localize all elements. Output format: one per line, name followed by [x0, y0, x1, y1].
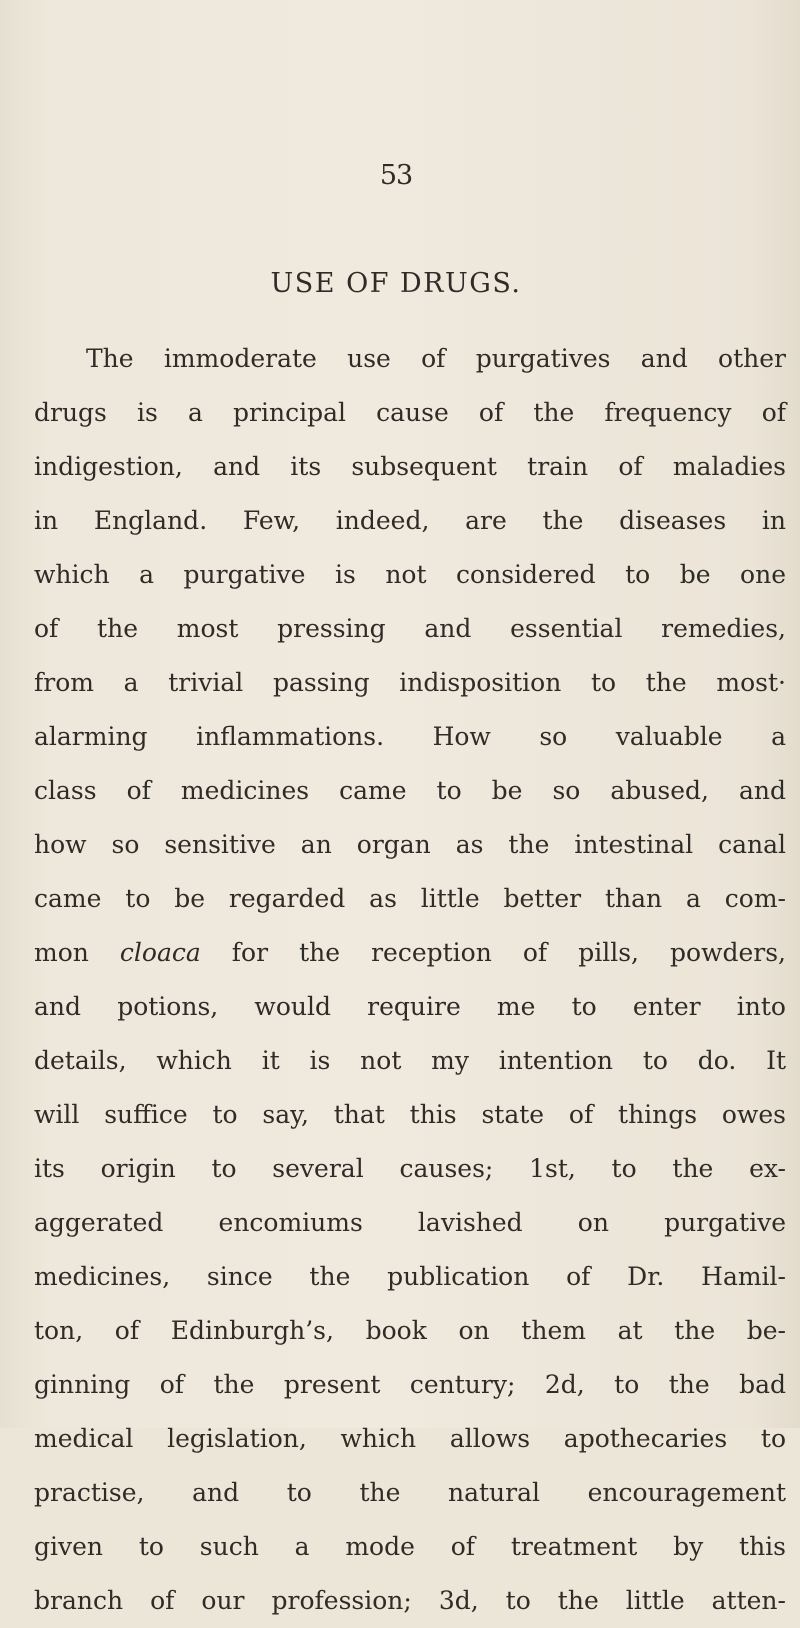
text-line: given to such a mode of treatment by this	[34, 1532, 786, 1561]
text-line: how so sensitive an organ as the intestinal canal	[34, 830, 786, 859]
text-line: alarming inflammations. How so valuable a	[34, 722, 786, 751]
text-line: and potions, would require me to enter into	[34, 992, 786, 1021]
text-line: details, which it is not my intention to do. It	[34, 1046, 786, 1075]
text-line: ton, of Edinburgh’s, book on them at the be-	[34, 1316, 786, 1345]
text-line: The immoderate use of purgatives and other	[86, 344, 786, 373]
text-line: indigestion, and its subsequent train of maladies	[34, 452, 786, 481]
text-line: in England. Few, indeed, are the diseases in	[34, 506, 786, 535]
chapter-heading: USE OF DRUGS.	[270, 268, 522, 299]
text-line: practise, and to the natural encouragement	[34, 1478, 786, 1507]
text-line: will suffice to say, that this state of things owes	[34, 1100, 786, 1129]
text-line: medicines, since the publication of Dr. Hamil-	[34, 1262, 786, 1291]
text-line: its origin to several causes; 1st, to the ex-	[34, 1154, 786, 1183]
text-line: mon cloaca for the reception of pills, powders,	[34, 938, 786, 967]
text-line: came to be regarded as little better than a com-	[34, 884, 786, 913]
text-line: branch of our profession; 3d, to the little atten-	[34, 1586, 786, 1615]
italic-word: cloaca	[119, 938, 201, 967]
text-line: of the most pressing and essential remedies,	[34, 614, 786, 643]
text-line: class of medicines came to be so abused, and	[34, 776, 786, 805]
page-number: 53	[379, 160, 413, 191]
text-line: drugs is a principal cause of the frequency of	[34, 398, 786, 427]
text-line: medical legislation, which allows apothecaries to	[34, 1424, 786, 1453]
body-text	[34, 332, 800, 1628]
text-line: from a trivial passing indisposition to the most·	[34, 668, 786, 697]
text-line: aggerated encomiums lavished on purgative	[34, 1208, 786, 1237]
text-line: ginning of the present century; 2d, to the bad	[34, 1370, 786, 1399]
text-line: which a purgative is not considered to be one	[34, 560, 786, 589]
